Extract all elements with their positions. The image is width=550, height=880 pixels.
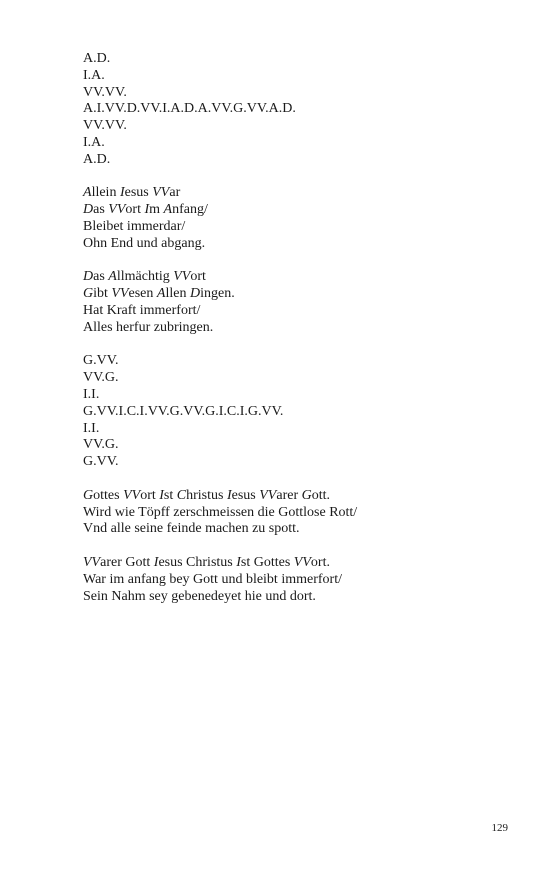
verse-text: llmächtig — [116, 269, 174, 285]
verse-text: A.I.VV.D.VV.I.A.D.A.VV.G.VV.A.D. — [83, 101, 296, 117]
verse-text: ottes — [93, 487, 124, 503]
verse-line — [83, 370, 503, 387]
verse-text: ort — [190, 269, 206, 285]
verse-line — [83, 85, 503, 102]
verse-text: esus — [124, 185, 153, 201]
stanza — [83, 353, 503, 471]
verse-line — [83, 454, 503, 471]
verse-line — [83, 404, 503, 421]
italic-initial: VV — [259, 487, 277, 503]
verse-line — [83, 437, 503, 454]
italic-initial: I — [119, 185, 125, 201]
verse-line — [83, 236, 503, 253]
verse-text: as — [93, 202, 109, 218]
verse-text: ibt — [93, 286, 112, 302]
verse-text: I.I. — [83, 420, 100, 436]
verse-text: I.A. — [83, 67, 105, 83]
verse-line — [83, 521, 503, 538]
italic-initial: I — [226, 487, 232, 503]
verse-line — [83, 387, 503, 404]
italic-initial: D — [83, 269, 94, 285]
verse-text: ort — [140, 487, 160, 503]
verse-text: G.VV. — [83, 353, 119, 369]
verse-text: VV.VV. — [83, 118, 127, 134]
italic-initial: I — [144, 202, 150, 218]
stanza-gap — [83, 538, 503, 555]
italic-initial: A — [156, 286, 166, 302]
verse-text: st — [163, 487, 177, 503]
verse-text: I.A. — [83, 134, 105, 150]
verse-line — [83, 51, 503, 68]
italic-initial: VV — [111, 286, 129, 302]
italic-initial: VV — [173, 269, 191, 285]
verse-line — [83, 505, 503, 522]
stanza — [83, 51, 503, 169]
verse-text: I.I. — [83, 386, 100, 402]
verse-text: hristus — [186, 487, 227, 503]
verse-line — [83, 219, 503, 236]
verse-text: Bleibet immerdar/ — [83, 218, 186, 234]
verse-text: War im anfang bey Gott und bleibt immerfort/ — [83, 571, 342, 587]
stanza — [83, 488, 503, 538]
verse-text: G.VV. — [83, 454, 119, 470]
italic-initial: I — [236, 554, 241, 570]
verse-text: Sein Nahm sey gebenedeyet hie und dort. — [83, 588, 316, 604]
verse-line — [83, 68, 503, 85]
verse-text: A.D. — [83, 151, 111, 167]
verse-text: Vnd alle seine feinde machen zu spott. — [83, 521, 300, 537]
verse-text: as — [93, 269, 109, 285]
verse-text: arer Gott — [100, 554, 154, 570]
stanza-gap — [83, 253, 503, 270]
verse-text: st Gottes — [240, 554, 294, 570]
stanza-gap — [83, 471, 503, 488]
verse-line — [83, 286, 503, 303]
stanza — [83, 185, 503, 252]
verse-line — [83, 101, 503, 118]
verse-text: VV.VV. — [83, 84, 127, 100]
italic-initial: G — [301, 487, 312, 503]
italic-initial: VV — [293, 554, 311, 570]
verse-line — [83, 353, 503, 370]
verse-text: ingen. — [200, 286, 235, 302]
italic-initial: C — [176, 487, 187, 503]
verse-line — [83, 555, 503, 572]
verse-line — [83, 202, 503, 219]
verse-text: ar — [169, 185, 181, 201]
verse-text: esus — [231, 487, 260, 503]
verse-text: ort — [125, 202, 145, 218]
italic-initial: VV — [83, 554, 101, 570]
verse-line — [83, 589, 503, 606]
verse-line — [83, 185, 503, 202]
verse-text: A.D. — [83, 51, 111, 66]
verse-text: m — [149, 202, 164, 218]
verse-text: nfang/ — [172, 202, 208, 218]
verse-text: ort. — [310, 554, 330, 570]
stanza — [83, 269, 503, 336]
italic-initial: A — [163, 202, 173, 218]
stanza-gap — [83, 169, 503, 186]
verse-line — [83, 421, 503, 438]
verse-line — [83, 572, 503, 589]
italic-initial: A — [83, 185, 92, 201]
italic-initial: I — [153, 554, 159, 570]
verse-line — [83, 118, 503, 135]
verse-line — [83, 320, 503, 337]
stanza — [83, 555, 503, 605]
verse-line — [83, 152, 503, 169]
verse-text: arer — [276, 487, 302, 503]
poem-body — [83, 51, 503, 605]
verse-text: Wird wie Töpff zerschmeissen die Gottlose Rott/ — [83, 504, 358, 520]
italic-initial: I — [159, 487, 164, 503]
italic-initial: VV — [123, 487, 141, 503]
verse-text: esen — [128, 286, 157, 302]
verse-line — [83, 269, 503, 286]
verse-text: Hat Kraft immerfort/ — [83, 302, 201, 318]
verse-line — [83, 488, 503, 505]
verse-text: Alles herfur zubringen. — [83, 319, 214, 335]
verse-text: VV.G. — [83, 370, 119, 386]
verse-text: Ohn End und abgang. — [83, 235, 206, 251]
italic-initial: G — [83, 487, 94, 503]
italic-initial: A — [108, 269, 117, 285]
italic-initial: VV — [108, 202, 126, 218]
italic-initial: G — [83, 286, 94, 302]
verse-text: llein — [91, 185, 120, 201]
verse-text: esus Christus — [158, 554, 237, 570]
italic-initial: VV — [152, 185, 170, 201]
stanza-gap — [83, 337, 503, 354]
italic-initial: D — [189, 286, 201, 302]
italic-initial: D — [83, 202, 94, 218]
verse-text: llen — [165, 286, 190, 302]
page-number: 129 — [491, 822, 508, 834]
verse-text: G.VV.I.C.I.VV.G.VV.G.I.C.I.G.VV. — [83, 403, 284, 419]
verse-text: ott. — [311, 487, 331, 503]
verse-line — [83, 303, 503, 320]
verse-text: VV.G. — [83, 437, 119, 453]
verse-line — [83, 135, 503, 152]
